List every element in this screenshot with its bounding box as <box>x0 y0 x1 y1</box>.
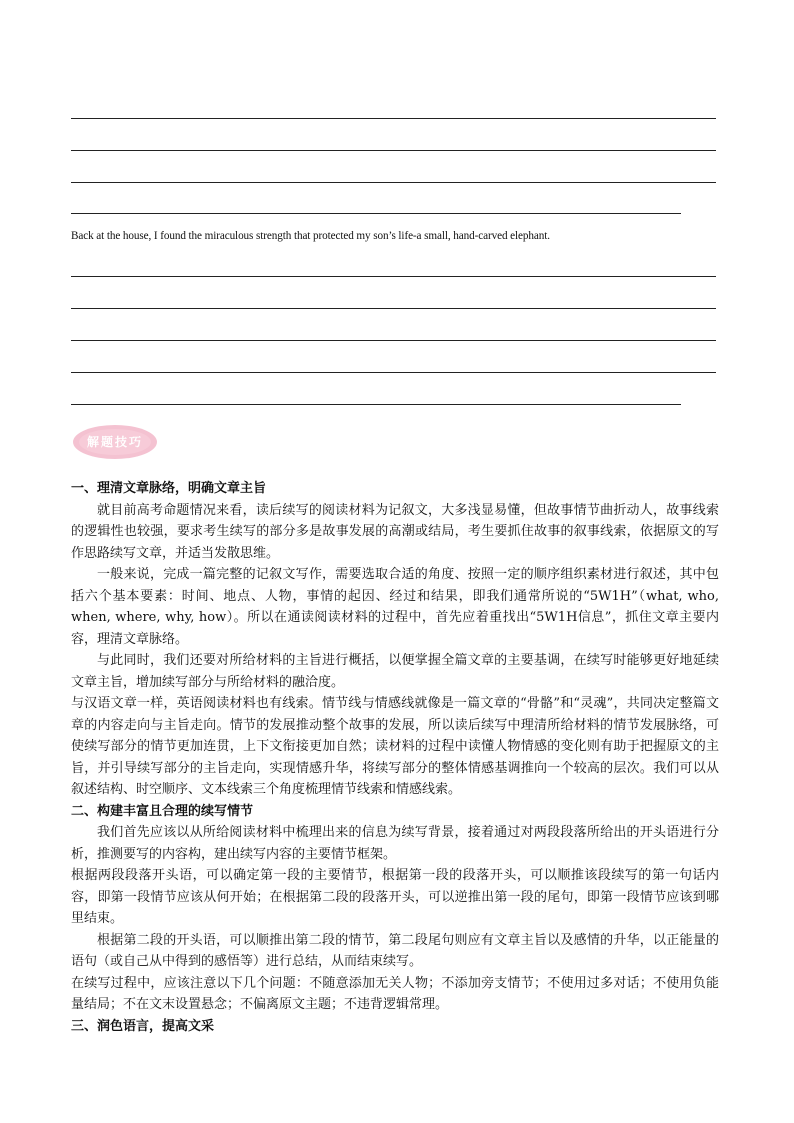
paragraph: 根据两段段落开头语，可以确定第一段的主要情节，根据第一段的段落开头，可以顺推该段续写的第一句话内容，即第一段情节应该从何开始；在根据第二段的段落开头，可以逆推出第一段的尾句，即第一段情节应该到哪里结束。 <box>71 868 719 926</box>
paragraph: 一般来说，完成一篇完整的记叙文写作，需要选取合适的角度、按照一定的顺序组织素材进行叙述，其中包括六个基本要素：时间、地点、人物，事情的起因、经过和结果，即我们通常所说的“5W1H”（what, who, when, where, why, how）。所以在通读阅读材料的过程中，首先应着重找出“5W1H信息”，抓住文章主要内容，理清文章脉络。 <box>71 567 719 647</box>
paragraph: 我们首先应该以从所给阅读材料中梳理出来的信息为续写背景，接着通过对两段段落所给出的开头语进行分析，推测要写的内容构，建出续写内容的主要情节框架。 <box>71 825 719 862</box>
writing-line[interactable] <box>71 182 716 183</box>
writing-line[interactable] <box>71 308 716 309</box>
section-heading: 一、理清文章脉络，明确文章主旨 <box>71 481 267 496</box>
section-heading: 三、润色语言，提高文采 <box>71 1018 215 1034</box>
writing-line[interactable] <box>71 276 716 277</box>
paragraph: 与此同时，我们还要对所给材料的主旨进行概括，以便掌握全篇文章的主要基调，在续写时能够更好地延续文章主旨，增加续写部分与所给材料的融洽度。 <box>71 653 719 690</box>
section-badge <box>73 425 157 459</box>
writing-line[interactable] <box>71 372 716 373</box>
paragraph: 与汉语文章一样，英语阅读材料也有线索。情节线与情感线就像是一篇文章的“骨骼”和“灵魂”，共同决定整篇文章的内容走向与主旨走向。情节的发展推动整个故事的发展，所以读后续写中理清所给材料的情节发展脉络，可使续写部分的情节更加连贯，上下文衔接更加自然；读材料的过程中读懂人物情感的变化则有助于把握原文的主旨，并引导续写部分的主旨走向，实现情感升华，将续写部分的整体情感基调推向一个较高的层次。我们可以从叙述结构、时空顺序、文本线索三个角度梳理情节线索和情感线索。 <box>71 696 719 797</box>
paragraph: 在续写过程中，应该注意以下几个问题：不随意添加无关人物；不添加旁支情节；不使用过多对话；不使用负能量结局；不在文末设置悬念；不偏离原文主题；不违背逻辑常理。 <box>71 975 719 1012</box>
badge-label: 解题技巧 <box>86 435 143 449</box>
continuation-prompt-sentence: Back at the house, I found the miraculous strength that protected my son’s life-a small, hand-carved elephant. <box>71 230 550 242</box>
writing-line[interactable] <box>71 340 716 341</box>
writing-line[interactable] <box>71 213 681 214</box>
paragraph: 就目前高考命题情况来看，读后续写的阅读材料为记叙文，大多浅显易懂，但故事情节曲折动人，故事线索的逻辑性也较强，要求考生续写的部分多是故事发展的高潮或结局，考生要抓住故事的叙事线索，依据原文的写作思路续写文章，并适当发散思维。 <box>71 502 719 561</box>
writing-line[interactable] <box>71 150 716 151</box>
writing-line[interactable] <box>71 118 716 119</box>
section-heading: 二、构建丰富且合理的续写情节 <box>71 803 254 819</box>
tips-content <box>71 478 719 1037</box>
writing-line[interactable] <box>71 404 681 405</box>
paragraph: 根据第二段的开头语，可以顺推出第二段的情节，第二段尾句则应有文章主旨以及感情的升华，以正能量的语句（或自己从中得到的感悟等）进行总结，从而结束续写。 <box>71 932 719 969</box>
